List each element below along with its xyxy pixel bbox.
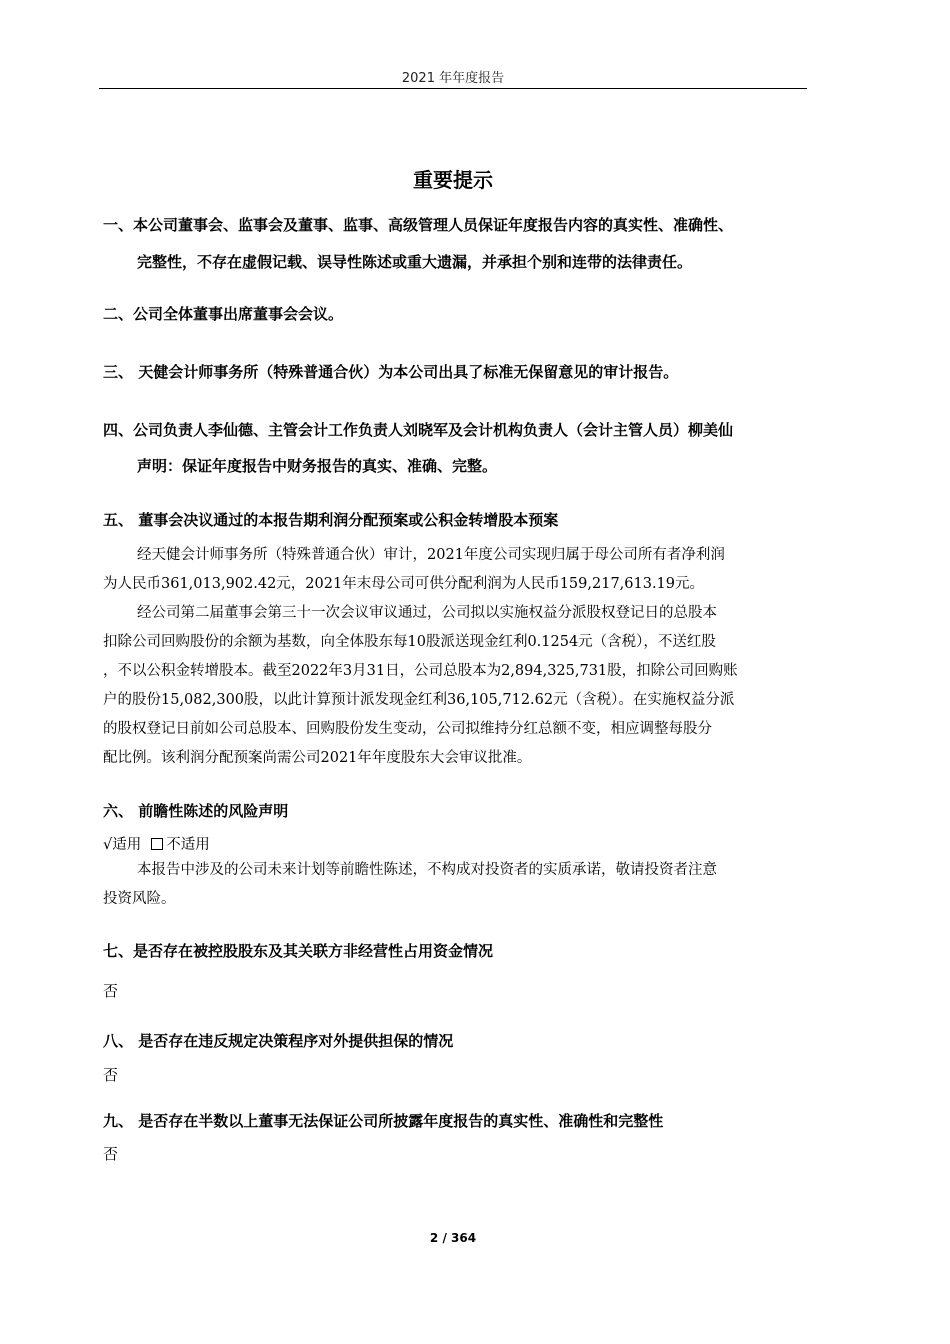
profit-line: 经公司第二届董事会第三十一次会议审议通过，公司拟以实施权益分派股权登记日的总股本 — [137, 605, 717, 621]
section-1-line-2: 完整性，不存在虚假记载、误导性陈述或重大遗漏，并承担个别和连带的法律责任。 — [137, 253, 693, 271]
profit-line: ，不以公积金转增股本。截至2022年3月31日，公司总股本为2,894,325,731股，扣除公司回购账 — [103, 663, 738, 679]
section-1-line-1: 一、本公司董事会、监事会及董事、监事、高级管理人员保证年度报告内容的真实性、准确性、 — [103, 216, 734, 234]
section-8: 八、 是否存在违反规定决策程序对外提供担保的情况 — [103, 1032, 454, 1050]
profit-line: 为人民币361,013,902.42元，2021年末母公司可供分配利润为人民币159,217,613.19元。 — [103, 576, 705, 592]
section-4-line-2: 声明：保证年度报告中财务报告的真实、准确、完整。 — [137, 457, 498, 475]
section-7: 七、是否存在被控股股东及其关联方非经营性占用资金情况 — [103, 942, 494, 960]
risk-line: 本报告中涉及的公司未来计划等前瞻性陈述，不构成对投资者的实质承诺，敬请投资者注意 — [137, 862, 717, 878]
section-4 — [103, 420, 813, 476]
section-7-answer: 否 — [103, 982, 119, 1000]
section-4-line-1: 四、公司负责人李仙德、主管会计工作负责人刘晓军及会计机构负责人（会计主管人员）柳美仙 — [103, 421, 734, 439]
document-title: 重要提示 — [413, 168, 493, 192]
page-number: 2 / 364 — [429, 1231, 477, 1245]
applicable-option: √适用 — [103, 837, 142, 853]
checkbox-icon — [151, 838, 163, 850]
risk-statement — [103, 856, 809, 914]
section-2: 二、公司全体董事出席董事会会议。 — [103, 305, 344, 323]
profit-line: 扣除公司回购股份的余额为基数，向全体股东每10股派送现金红利0.1254元（含税），不送红股 — [103, 634, 716, 650]
header-divider — [99, 88, 807, 89]
profit-line: 经天健会计师事务所（特殊普通合伙）审计，2021年度公司实现归属于母公司所有者净利润 — [137, 547, 725, 563]
section-5: 五、 董事会决议通过的本报告期利润分配预案或公积金转增股本预案 — [103, 511, 559, 529]
profit-line: 户的股份15,082,300股，以此计算预计派发现金红利36,105,712.62元（含税）。在实施权益分派 — [103, 692, 735, 708]
profit-line: 的股权登记日前如公司总股本、回购股份发生变动，公司拟维持分红总额不变，相应调整每股分 — [103, 721, 712, 737]
risk-line: 投资风险。 — [103, 891, 176, 907]
page-header: 2021 年年度报告 — [401, 71, 505, 86]
not-applicable-option: 不适用 — [166, 837, 210, 853]
section-1 — [103, 215, 813, 272]
profit-line: 配比例。该利润分配预案尚需公司2021年年度股东大会审议批准。 — [103, 750, 532, 766]
applicability-options — [103, 833, 210, 854]
section-8-answer: 否 — [103, 1066, 119, 1084]
profit-distribution-text — [103, 541, 809, 773]
section-6: 六、 前瞻性陈述的风险声明 — [103, 802, 289, 820]
section-3: 三、 天健会计师事务所（特殊普通合伙）为本公司出具了标准无保留意见的审计报告。 — [103, 363, 679, 381]
section-9-answer: 否 — [103, 1145, 119, 1163]
section-9: 九、 是否存在半数以上董事无法保证公司所披露年度报告的真实性、准确性和完整性 — [103, 1112, 664, 1130]
